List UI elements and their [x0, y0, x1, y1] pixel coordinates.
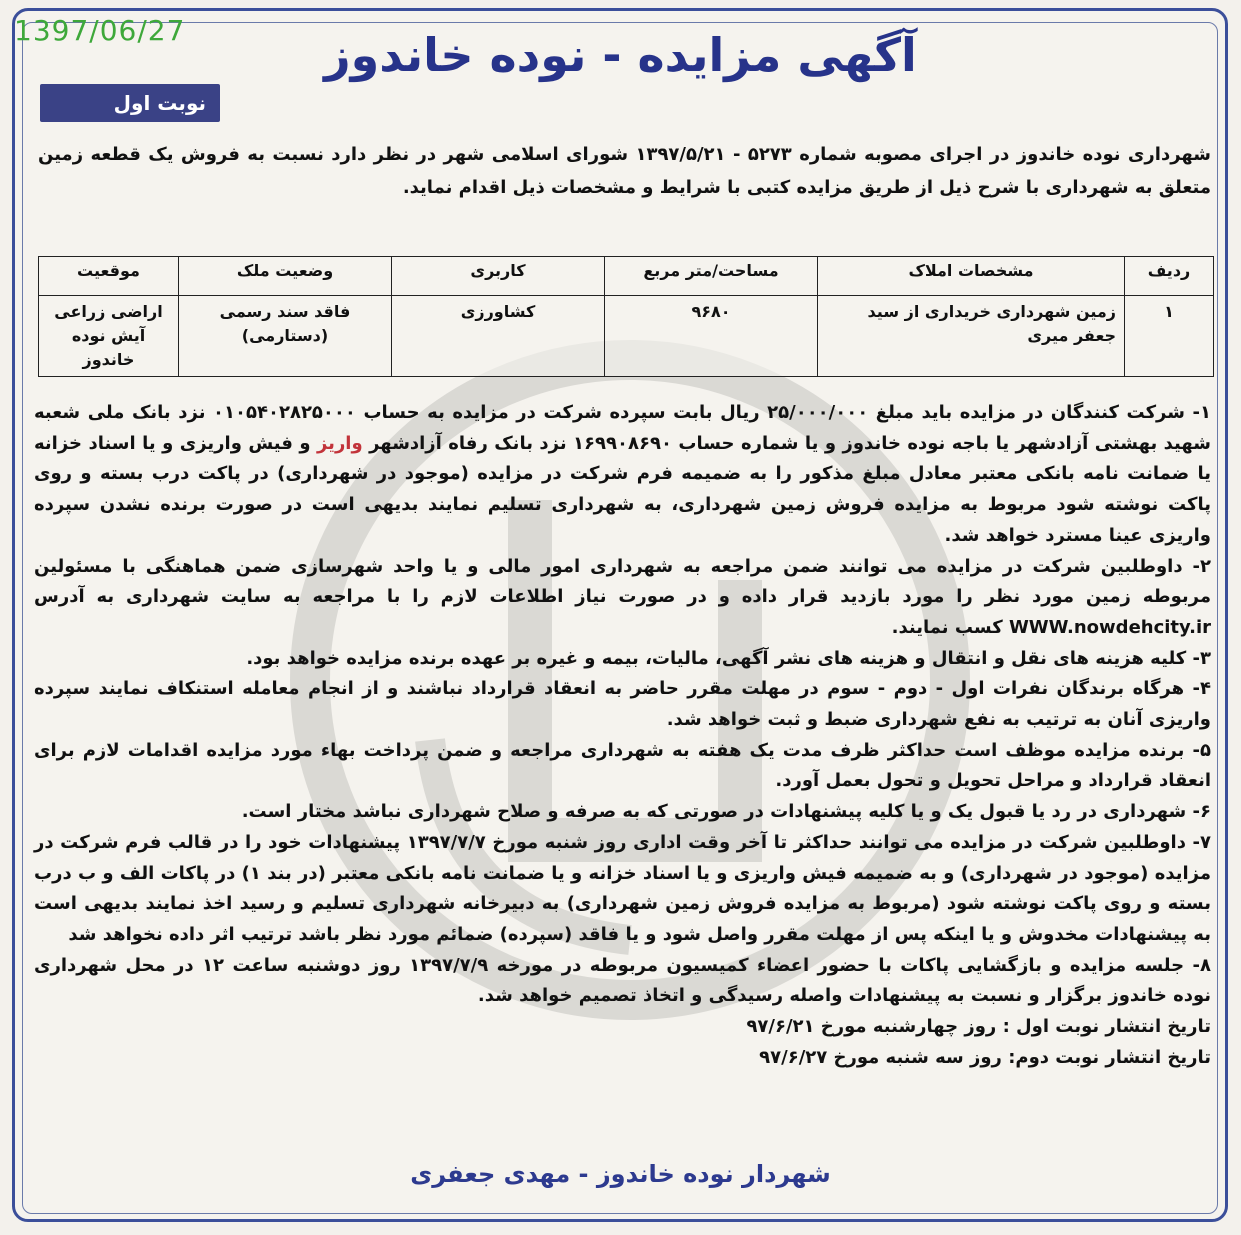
cell-location: اراضی زراعی آیش نوده خاندوز: [39, 296, 179, 377]
clause-1-highlight: واریز: [316, 432, 363, 454]
clause-5: ۵- برنده مزایده موظف است حداکثر ظرف مدت یک هفته به شهرداری مراجعه و ضمن پرداخت بهاء مورد مزایده اقدامات لازم برای انعقاد قرارداد و مراحل تحویل و تحول بعمل آورد.: [34, 739, 1211, 792]
notice-title: آگهی مزایده - نوده خاندوز: [324, 28, 917, 82]
publication-first: تاریخ انتشار نوبت اول : روز چهارشنبه مورخ ۹۷/۶/۲۱: [746, 1016, 1211, 1038]
clause-2: ۲- داوطلبین شرکت در مزایده می توانند ضمن مراجعه به شهرداری امور مالی و یا واحد شهرسازی ضمن هماهنگی با مسئولین مربوطه زمین مورد نظر را مورد بازدید قرار داده و در صورت نیاز اطلاعات لازم را با مراجعه به سایت شهرداری به آدرس WWW.nowdehcity.ir کسب نمایند.: [34, 555, 1211, 638]
clause-1: [34, 398, 1211, 552]
col-location: موقعیت: [39, 257, 179, 296]
clauses-body: [34, 398, 1211, 1073]
round-badge: نوبت اول: [40, 84, 220, 122]
col-property-spec: مشخصات املاک: [818, 257, 1125, 296]
col-area: مساحت/متر مربع: [605, 257, 818, 296]
clause-6: ۶- شهرداری در رد یا قبول یک و یا کلیه پیشنهادات در صورتی که به صرفه و صلاح شهرداری نباشد مختار است.: [241, 801, 1211, 823]
publication-second: تاریخ انتشار نوبت دوم: روز سه شنبه مورخ ۹۷/۶/۲۷: [759, 1046, 1211, 1068]
table-header-row: [39, 257, 1214, 296]
clause-7: ۷- داوطلبین شرکت در مزایده می توانند حداکثر تا آخر وقت اداری روز شنبه مورخ ۱۳۹۷/۷/۷ پیشنهادات خود را در قالب فرم شرکت در مزایده (موجود در شهرداری) و به ضمیمه فیش واریزی و یا اسناد خزانه و یا ضمانت نامه بانکی معتبر (در بند ۱) در پاکات الف و ب درب بسته و روی پاکت نوشته شود (مربوط به مزایده فروش زمین شهرداری) به دبیرخانه شهرداری تسلیم و رسید اخذ نمایند بدیهی است به پیشنهادات مخدوش و یا اینکه پس از مهلت مقرر واصل شود و یا فاقد (سپرده) ضمائم مورد نظر باشد ترتیب اثر داده نخواهد شد: [34, 831, 1211, 945]
clause-4: ۴- هرگاه برندگان نفرات اول - دوم - سوم در مهلت مقرر حاضر به انعقاد قرارداد نباشند و از انجام معامله استنکاف نمایند سپرده واریزی آنان به ترتیب به نفع شهرداری ضبط و ثبت خواهد شد.: [34, 678, 1211, 731]
cell-area: ۹۶۸۰: [605, 296, 818, 377]
property-table: [38, 256, 1214, 377]
cell-usage: کشاورزی: [392, 296, 605, 377]
col-usage: کاربری: [392, 257, 605, 296]
clause-8: ۸- جلسه مزایده و بازگشایی پاکات با حضور اعضاء کمیسیون مربوطه در مورخه ۱۳۹۷/۷/۹ روز دوشنبه ساعت ۱۲ در محل شهرداری نوده خاندوز برگزار و نسبت به پیشنهادات واصله رسیدگی و اتخاذ تصمیم خواهد شد.: [34, 954, 1212, 1007]
cell-ownership-status: فاقد سند رسمی (دستارمی): [179, 296, 392, 377]
col-row-number: ردیف: [1125, 257, 1214, 296]
clause-1-text: ۱- شرکت کنندگان در مزایده باید مبلغ ۲۵/۰۰۰/۰۰۰ ریال بابت سپرده شرکت در مزایده به حساب ۰۱۰۵۴۰۲۸۲۵۰۰۰ نزد بانک ملی شعبه شهید بهشتی آزادشهر یا باجه نوده خاندوز و یا شماره حساب ۱۶۹۹۰۸۶۹۰ نزد بانک رفاه آزادشهر: [34, 402, 1211, 454]
table-row: [39, 296, 1214, 377]
signature-line: شهردار نوده خاندوز - مهدی جعفری: [410, 1160, 831, 1188]
intro-paragraph: شهرداری نوده خاندوز در اجرای مصوبه شماره ۵۲۷۳ - ۱۳۹۷/۵/۲۱ شورای اسلامی شهر در نظر دارد نسبت به فروش یک قطعه زمین متعلق به شهرداری با شرح ذیل از طریق مزایده کتبی با شرایط و مشخصات ذیل اقدام نماید.: [38, 144, 1211, 198]
col-ownership-status: وضعیت ملک: [179, 257, 392, 296]
clause-1-text-end: و فیش واریزی و یا اسناد خزانه یا ضمانت نامه بانکی معتبر معادل مبلغ مذکور را به ضمیمه فرم شرکت در مزایده (موجود در شهرداری) در پاکت درب بسته و روی پاکت نوشته شود مربوط به مزایده فروش زمین شهرداری، به شهرداری تسلیم نمایند بدیهی است در صورت برنده نشدن سپرده واریزی عینا مسترد خواهد شد.: [34, 432, 1211, 546]
cell-row-number: ۱: [1125, 296, 1214, 377]
cell-property-spec: زمین شهرداری خریداری از سید جعفر میری: [818, 296, 1125, 377]
date-stamp: 1397/06/27: [14, 14, 186, 47]
clause-3: ۳- کلیه هزینه های نقل و انتقال و هزینه های نشر آگهی، مالیات، بیمه و غیره بر عهده برنده مزایده خواهد بود.: [246, 647, 1211, 669]
